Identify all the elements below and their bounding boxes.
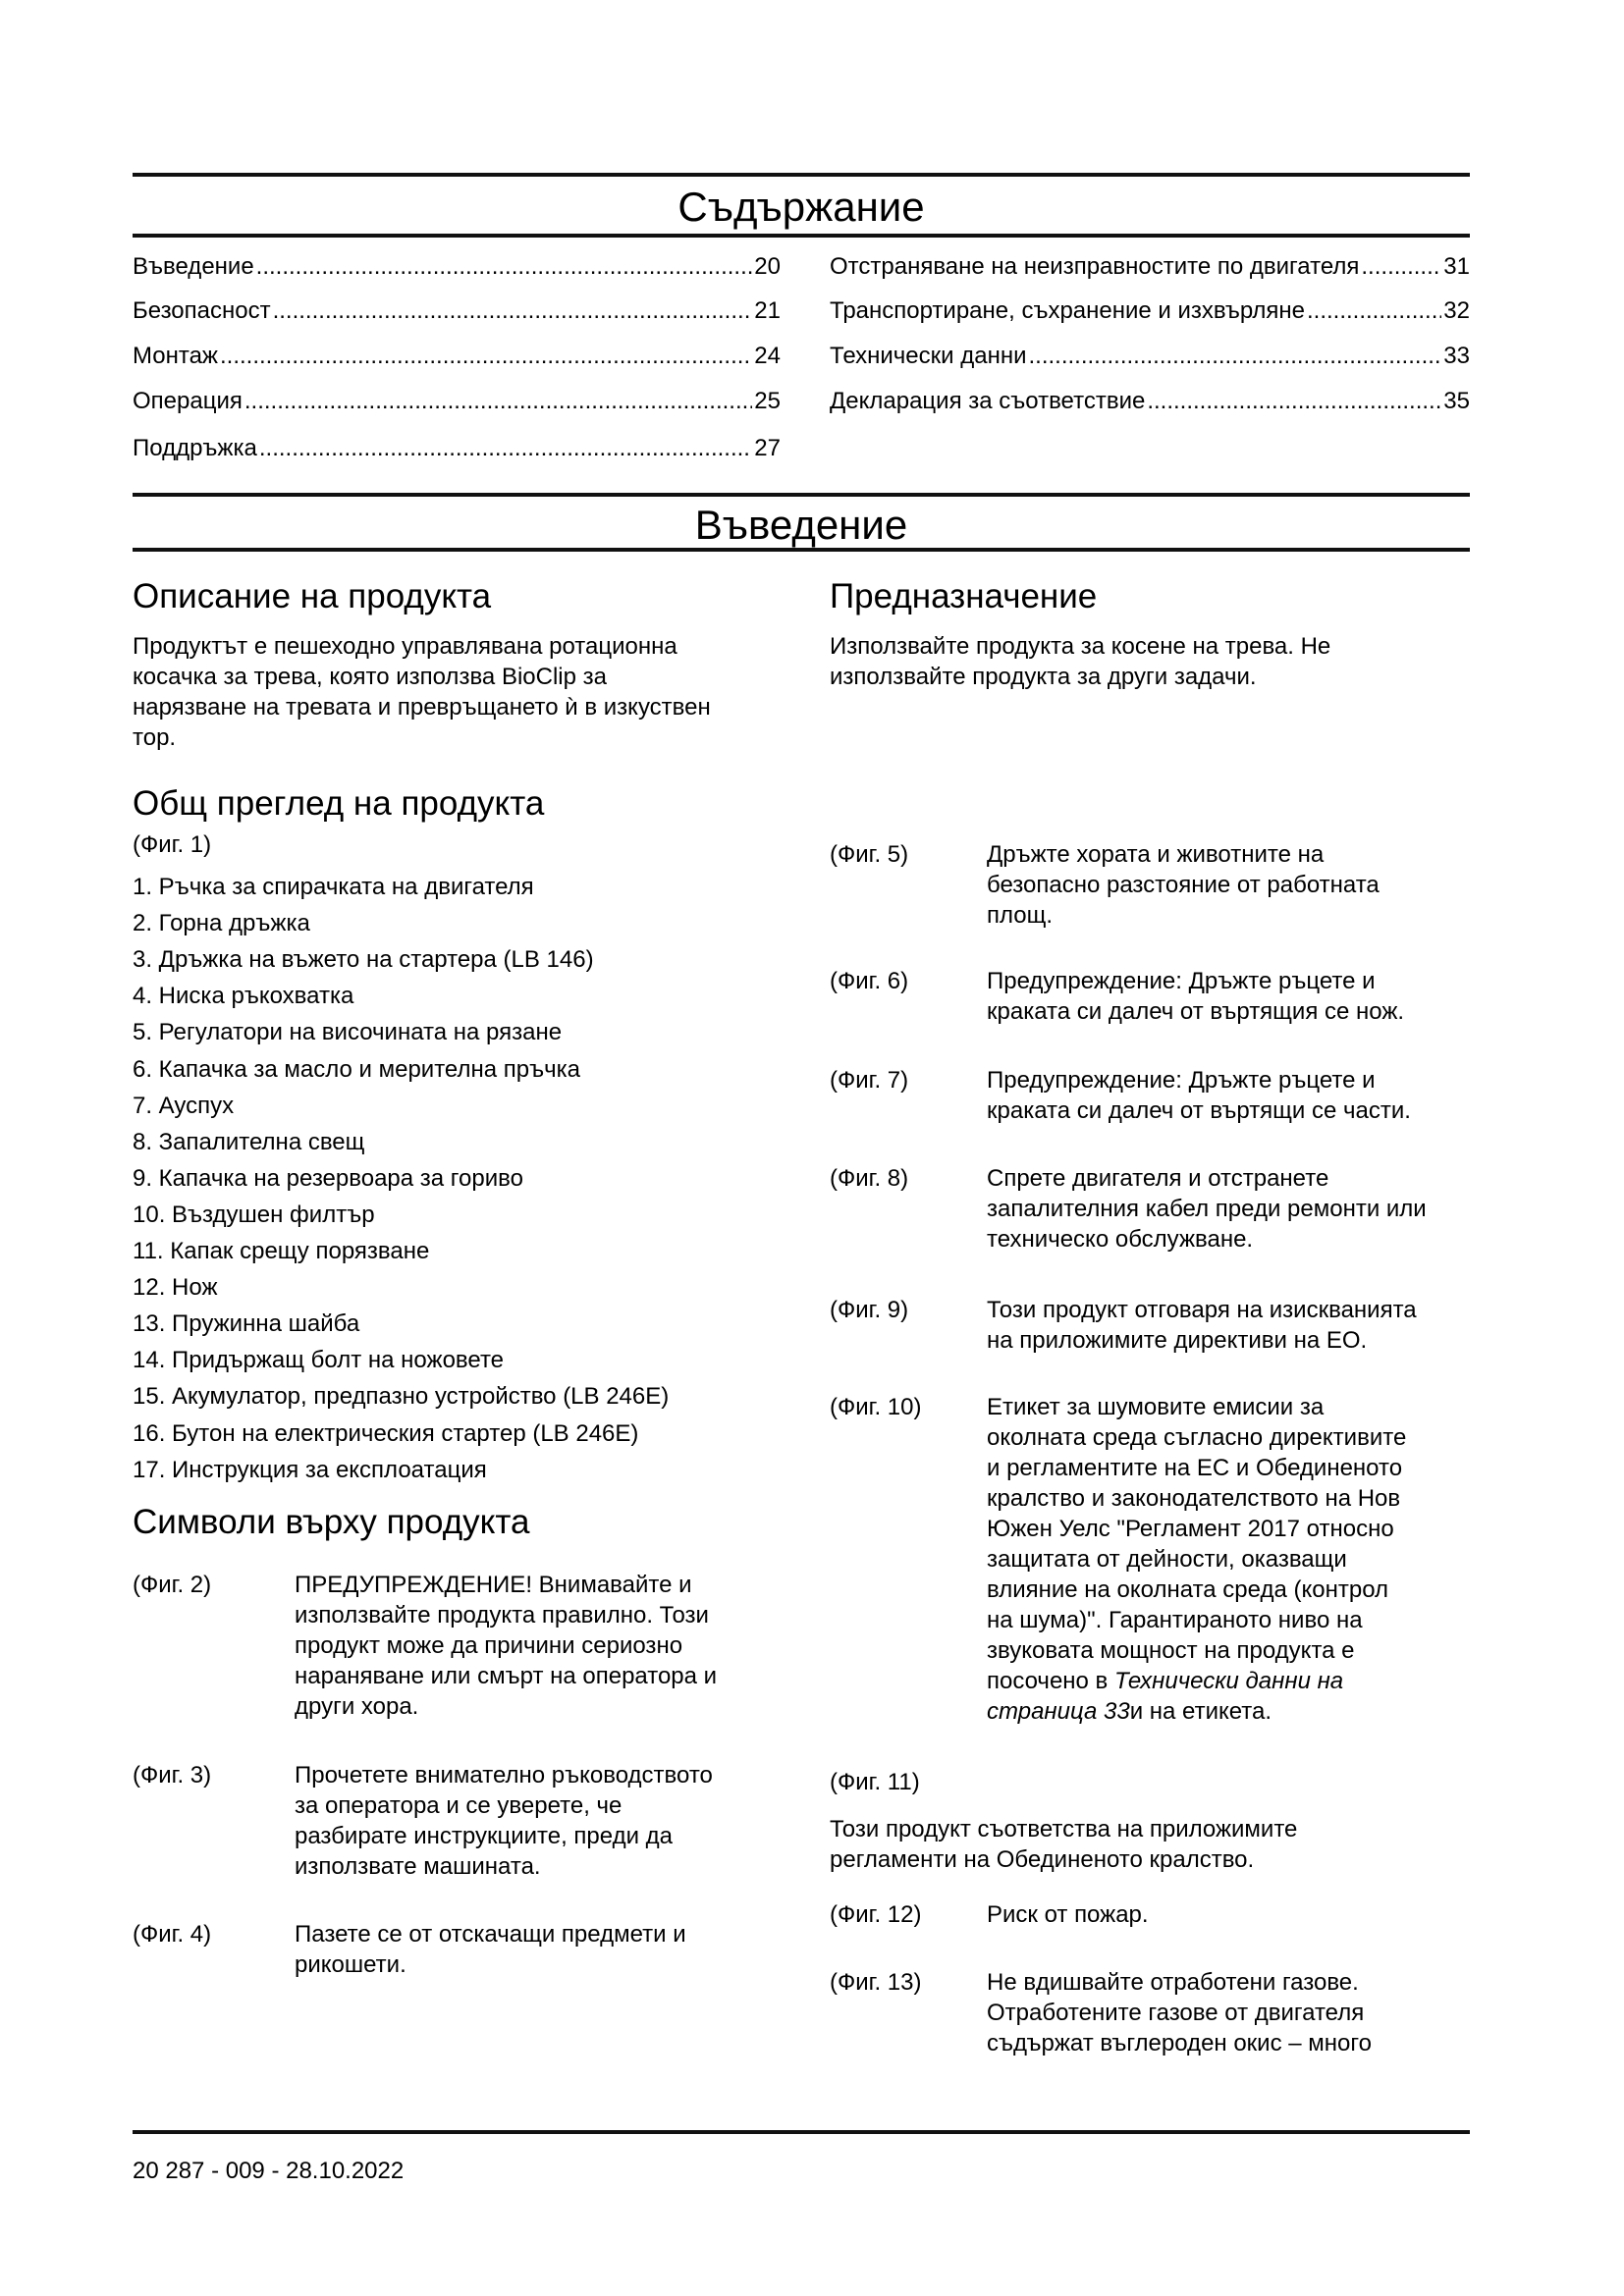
fig-label: (Фиг. 13)	[830, 1969, 922, 1996]
fig-label: (Фиг. 2)	[133, 1572, 212, 1598]
text-line: защитата от дейности, оказващи	[987, 1546, 1347, 1573]
text-line: нараняване или смърт на оператора и	[295, 1663, 718, 1689]
text-line: други хора.	[295, 1693, 419, 1720]
toc-label: Отстраняване на неизправностите по двигателя	[830, 253, 1360, 280]
toc-leader	[1028, 343, 1441, 370]
fig-label: (Фиг. 8)	[830, 1165, 909, 1192]
text-line: използвайте продукта за други задачи.	[830, 664, 1257, 690]
purpose-text	[830, 631, 1330, 692]
toc-label: Технически данни	[830, 343, 1027, 369]
text-line: кралство и законодателството на Нов	[987, 1485, 1401, 1512]
list-item: 3. Дръжка на въжето на стартера (LB 146)	[133, 946, 594, 974]
text-line: на приложимите директиви на ЕО.	[987, 1327, 1368, 1354]
intro-top-rule	[133, 493, 1470, 497]
description-heading: Описание на продукта	[133, 577, 492, 615]
list-item: 9. Капачка на резервоара за гориво	[133, 1164, 523, 1192]
toc-leader	[1147, 388, 1441, 415]
toc-label: Монтаж	[133, 343, 218, 369]
text-line: косачка за трева, която използва BioClip за	[133, 664, 607, 690]
text-line: за оператора и се уверете, че	[295, 1792, 623, 1819]
symbol-text	[987, 1899, 1149, 1930]
toc-page: 27	[754, 435, 781, 461]
description-text	[133, 631, 711, 753]
list-item: 6. Капачка за масло и мерителна пръчка	[133, 1055, 580, 1083]
toc-label: Безопасност	[133, 297, 271, 324]
fig-11-text	[830, 1814, 1297, 1875]
toc-entry[interactable]	[133, 343, 781, 370]
toc-entry[interactable]	[133, 253, 781, 281]
cross-reference-link[interactable]: Технически данни на	[1113, 1668, 1344, 1694]
list-item: 5. Регулатори на височината на рязане	[133, 1019, 563, 1046]
symbol-text	[987, 1163, 1427, 1255]
list-item: 11. Капак срещу порязване	[133, 1238, 430, 1264]
text-line: краката си далеч от въртящи се части.	[987, 1097, 1411, 1124]
toc-entry[interactable]	[133, 435, 781, 462]
toc-page: 31	[1443, 253, 1470, 280]
fig-label: (Фиг. 7)	[830, 1067, 909, 1094]
toc-leader	[259, 435, 752, 462]
text-line: запалителния кабел преди ремонти или	[987, 1196, 1427, 1222]
fig-label: (Фиг. 10)	[830, 1394, 922, 1420]
fig-11-label: (Фиг. 11)	[830, 1769, 920, 1795]
text: посочено в	[987, 1668, 1114, 1694]
purpose-heading: Предназначение	[830, 577, 1098, 615]
toc-leader	[1361, 253, 1441, 281]
toc-label: Транспортиране, съхранение и изхвърляне	[830, 297, 1305, 324]
toc-entry[interactable]	[133, 388, 781, 415]
text-line: Използвайте продукта за косене на трева. Не	[830, 633, 1331, 660]
text-line: тор.	[133, 724, 177, 751]
symbols-heading: Символи върху продукта	[133, 1503, 530, 1541]
symbol-text	[295, 1570, 717, 1722]
text-line: рикошети.	[295, 1951, 406, 1978]
symbol-text	[295, 1760, 713, 1882]
text-line: звуковата мощност на продукта е	[987, 1637, 1355, 1664]
toc-entry[interactable]	[830, 297, 1470, 325]
text-line: влияние на околната среда (контрол	[987, 1576, 1389, 1603]
text-line: използвате машината.	[295, 1853, 541, 1880]
list-item: 15. Акумулатор, предпазно устройство (LB 246E)	[133, 1383, 670, 1411]
toc-page: 35	[1443, 388, 1470, 414]
toc-label: Въведение	[133, 253, 254, 280]
toc-leader	[220, 343, 752, 370]
list-item: 16. Бутон на електрическия стартер (LB 246E)	[133, 1419, 639, 1447]
text-line: Спрете двигателя и отстранете	[987, 1165, 1329, 1192]
toc-page: 21	[754, 297, 781, 324]
fig-10-text	[987, 1392, 1406, 1666]
text-line: на шума)". Гарантираното ниво на	[987, 1607, 1363, 1633]
symbol-text	[987, 1065, 1411, 1126]
list-item: 7. Ауспух	[133, 1092, 235, 1119]
symbol-text	[295, 1919, 686, 1980]
overview-fig-ref: (Фиг. 1)	[133, 831, 212, 858]
text-line: Южен Уелс "Регламент 2017 относно	[987, 1516, 1394, 1542]
fig-10-line	[987, 1696, 1406, 1727]
list-item: 10. Въздушен филтър	[133, 1201, 375, 1228]
list-item: 17. Инструкция за експлоатация	[133, 1456, 487, 1483]
text-line: Предупреждение: Дръжте ръцете и	[987, 1067, 1376, 1094]
text-line: ПРЕДУПРЕЖДЕНИЕ! Внимавайте и	[295, 1572, 692, 1598]
overview-heading: Общ преглед на продукта	[133, 784, 545, 823]
text-line: разбирате инструкциите, преди да	[295, 1823, 674, 1849]
fig-label: (Фиг. 9)	[830, 1297, 909, 1323]
fig-label: (Фиг. 4)	[133, 1921, 212, 1948]
text-line: техническо обслужване.	[987, 1226, 1254, 1253]
text-line: регламенти на Обединеното кралство.	[830, 1846, 1255, 1873]
toc-label: Операция	[133, 388, 243, 414]
list-item: 4. Ниска ръкохватка	[133, 983, 354, 1010]
document-code: 20 287 - 009 - 28.10.2022	[133, 2158, 405, 2184]
footer-rule	[133, 2130, 1470, 2134]
text-line: Отработените газове от двигателя	[987, 2000, 1365, 2026]
toc-page: 33	[1443, 343, 1470, 369]
intro-bottom-rule	[133, 548, 1470, 552]
text-line: Риск от пожар.	[987, 1901, 1149, 1928]
fig-label: (Фиг. 3)	[133, 1762, 212, 1789]
fig-label: (Фиг. 5)	[830, 841, 909, 868]
text-line: Продуктът е пешеходно управлявана ротационна	[133, 633, 677, 660]
toc-entry[interactable]	[133, 297, 781, 325]
text-line: площ.	[987, 902, 1054, 929]
symbol-text	[987, 966, 1404, 1027]
intro-title: Въведение	[694, 502, 908, 548]
toc-bottom-rule	[133, 234, 1470, 238]
text-line: Предупреждение: Дръжте ръцете и	[987, 968, 1376, 994]
text-line: Този продукт отговаря на изискванията	[987, 1297, 1417, 1323]
text-line: Този продукт съответства на приложимите	[830, 1816, 1298, 1842]
symbol-text	[987, 839, 1380, 931]
list-item: 13. Пружинна шайба	[133, 1310, 360, 1338]
toc-label: Декларация за съответствие	[830, 388, 1146, 414]
fig-label: (Фиг. 6)	[830, 968, 909, 994]
list-item: 12. Нож	[133, 1274, 218, 1302]
symbol-text	[987, 1295, 1417, 1356]
text-line: продукт може да причини сериозно	[295, 1632, 683, 1659]
text-line: Етикет за шумовите емисии за	[987, 1394, 1325, 1420]
toc-entry[interactable]	[830, 253, 1470, 281]
toc-leader	[1307, 297, 1441, 325]
toc-top-rule	[133, 173, 1470, 177]
toc-title: Съдържание	[677, 184, 925, 230]
text-line: околната среда съгласно директивите	[987, 1424, 1407, 1451]
toc-entry[interactable]	[830, 388, 1470, 415]
text-line: Прочетете внимателно ръководството	[295, 1762, 713, 1789]
list-item: 8. Запалителна свещ	[133, 1128, 365, 1155]
text-line: Дръжте хората и животните на	[987, 841, 1325, 868]
text-line: безопасно разстояние от работната	[987, 872, 1380, 898]
symbol-text	[987, 1967, 1372, 2058]
text-line: нарязване на тревата и превръщането ѝ в изкуствен	[133, 694, 711, 721]
fig-label: (Фиг. 12)	[830, 1901, 922, 1928]
toc-page: 24	[754, 343, 781, 369]
text-line: използвайте продукта правилно. Този	[295, 1602, 709, 1629]
toc-label: Поддръжка	[133, 435, 257, 461]
toc-page: 25	[754, 388, 781, 414]
list-item: 2. Горна дръжка	[133, 910, 310, 937]
toc-page: 20	[754, 253, 781, 280]
toc-entry[interactable]	[830, 343, 1470, 370]
text-line: съдържат въглероден окис – много	[987, 2030, 1372, 2056]
cross-reference-link[interactable]: страница 33	[987, 1698, 1130, 1725]
text-line: краката си далеч от въртящия се нож.	[987, 998, 1405, 1025]
toc-leader	[273, 297, 753, 325]
text-line: и регламентите на ЕС и Обединеното	[987, 1455, 1403, 1481]
text: и на етикета.	[1129, 1698, 1272, 1725]
toc-leader	[256, 253, 753, 281]
toc-page: 32	[1443, 297, 1470, 324]
text-line: Пазете се от отскачащи предмети и	[295, 1921, 686, 1948]
fig-10-line	[987, 1666, 1406, 1696]
list-item: 1. Ръчка за спирачката на двигателя	[133, 874, 534, 900]
toc-leader	[244, 388, 752, 415]
list-item: 14. Придържащ болт на ножовете	[133, 1347, 505, 1374]
text-line: Не вдишвайте отработени газове.	[987, 1969, 1359, 1996]
